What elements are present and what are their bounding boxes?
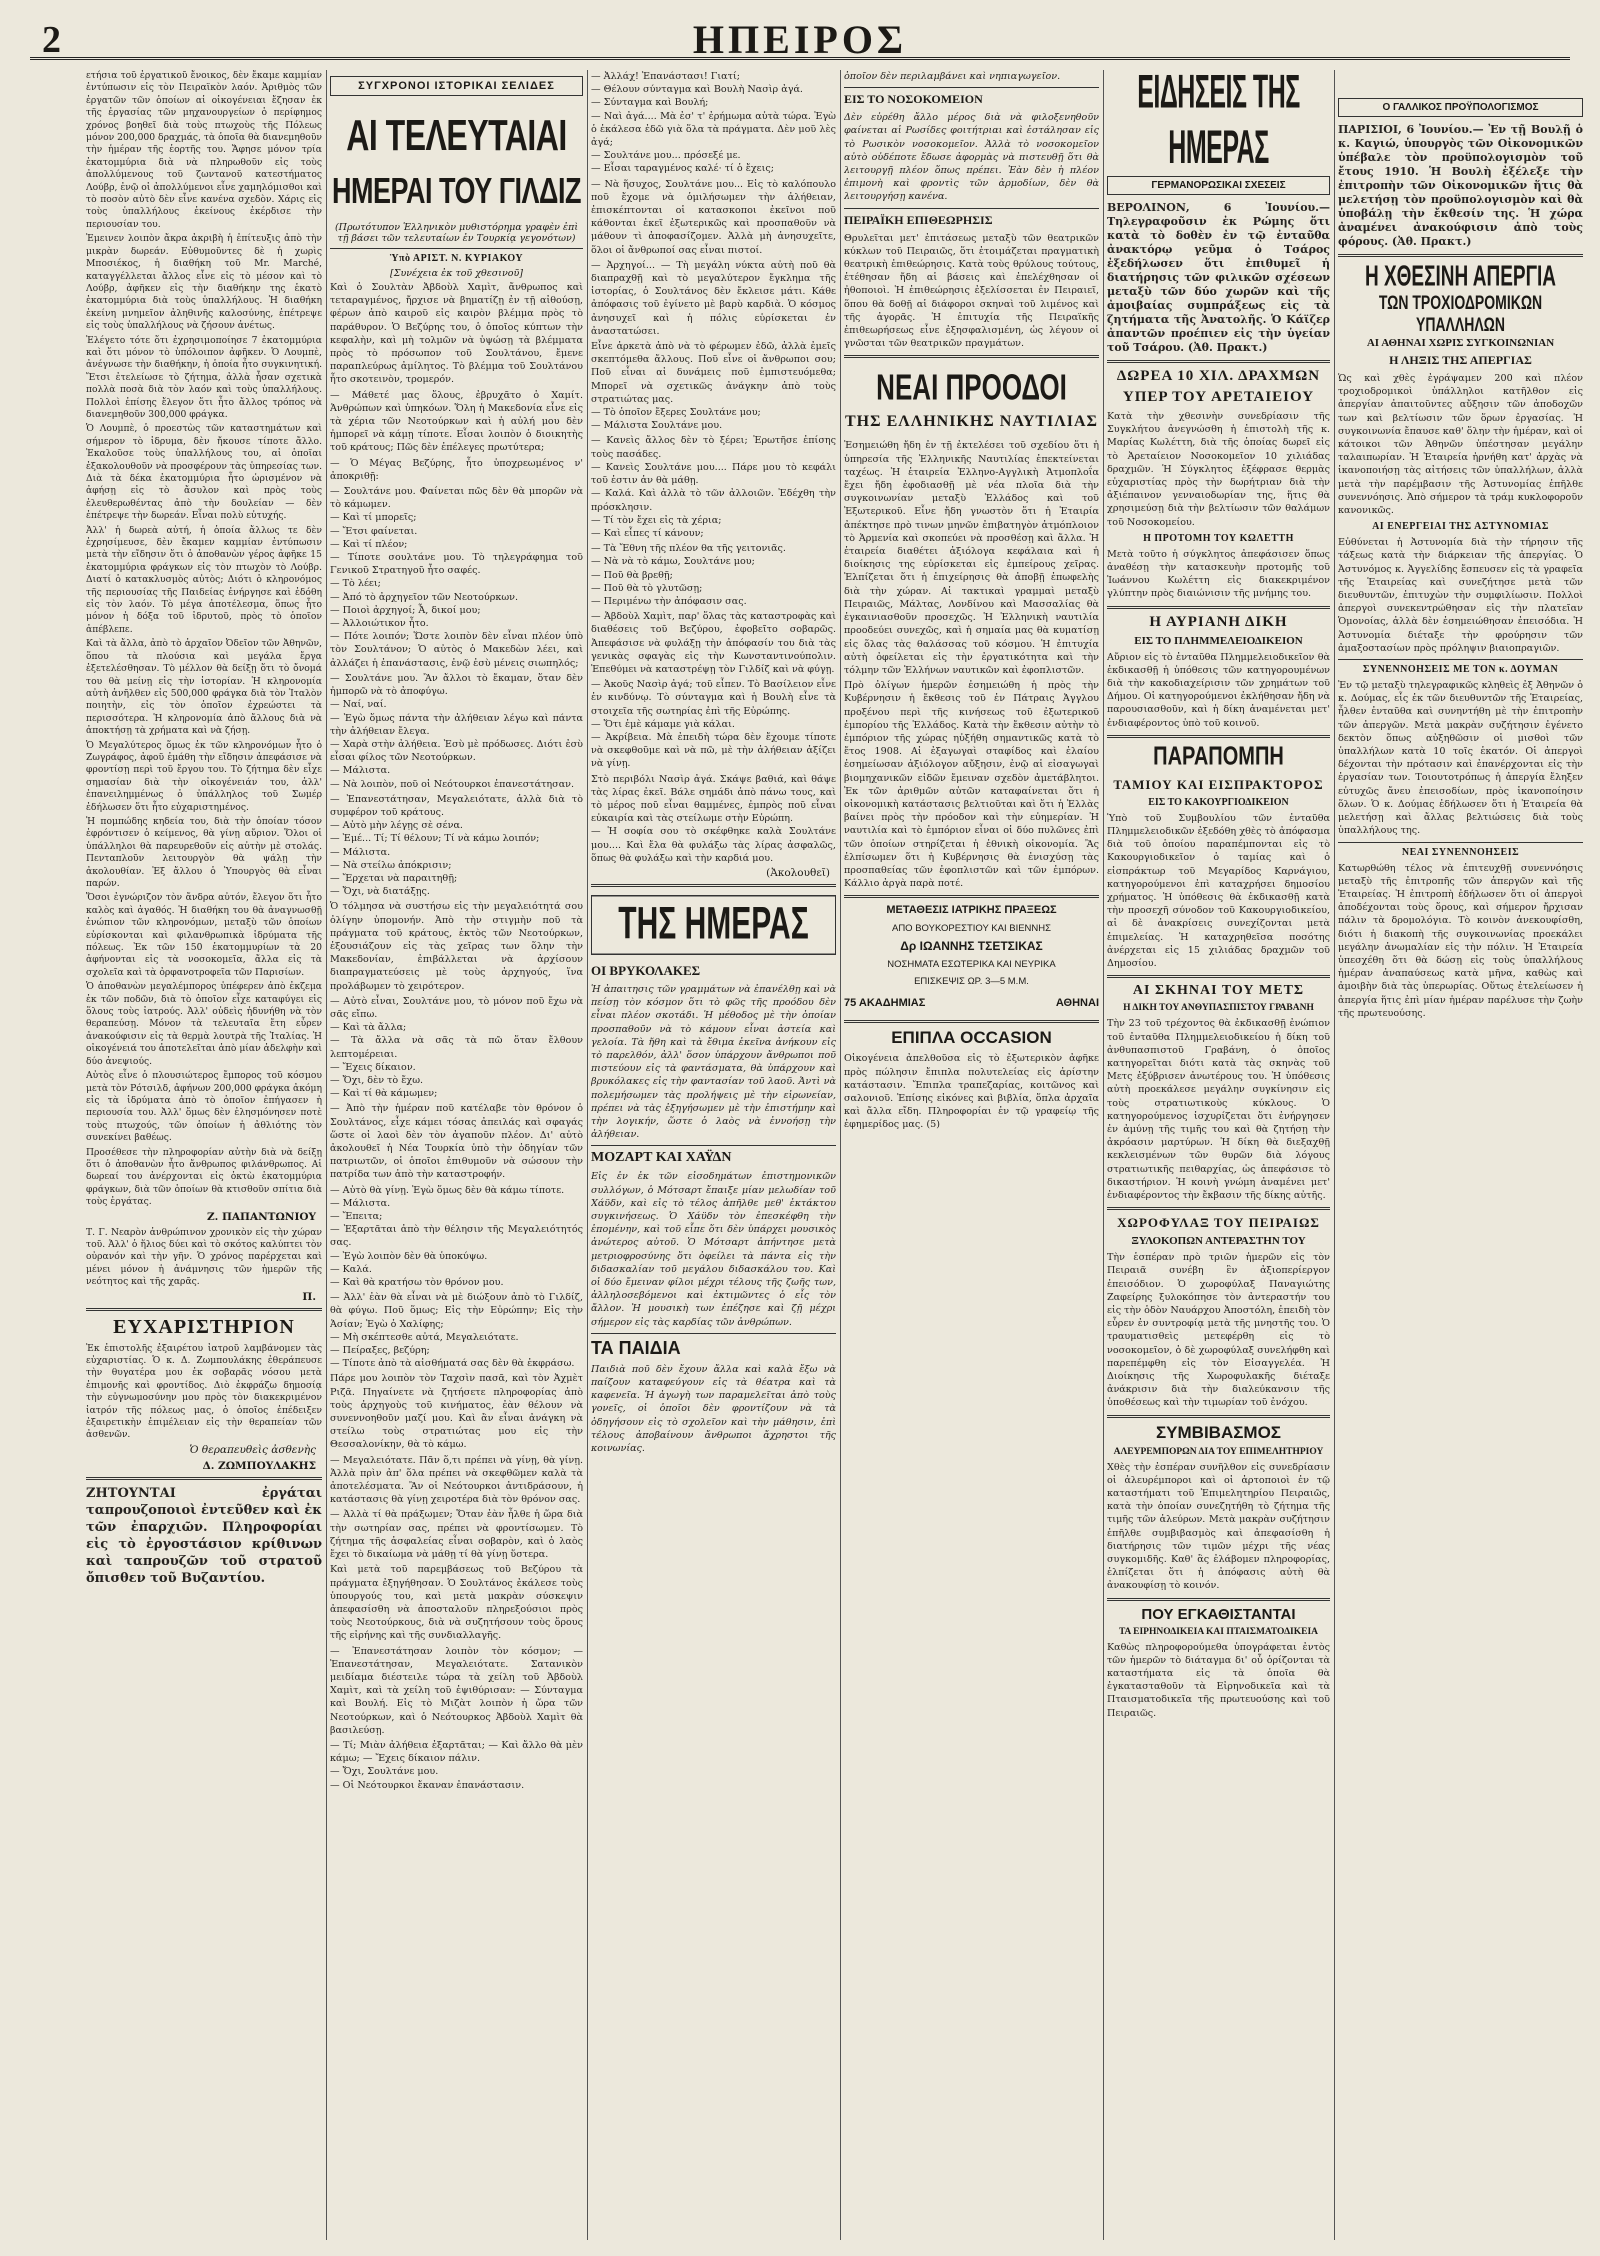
section-rule (1338, 659, 1583, 660)
section-rule (1107, 1415, 1330, 1418)
article-subheading: Η ΠΡΟΤΟΜΗ ΤΟΥ ΚΩΛΕΤΤΗ (1143, 532, 1294, 544)
article-paragraph: Καὶ μετὰ τοῦ παρεμβάσεως τοῦ Βεζύρου τὰ πράγματα ἐξηγήθησαν. Ὁ Σουλτάνος ἐκάλεσε τοὺς ὑπουργούς του, καὶ μετὰ μακρὰν σύσκεψιν ἀπεφασίσθη νὰ ἀποσταλοῦν πληρεξούσιοι πρὸς τοὺς Νεοτούρκους, διὰ νὰ συζητήσουν τοὺς ὅρους τῆς εἰρήνης καὶ τῆς συνδιαλλαγῆς. (330, 1564, 583, 1642)
article-heading: ΓΕΡΜΑΝΟΡΩΣΙΚΑΙ ΣΧΕΣΕΙΣ (1107, 176, 1330, 195)
section-rule (844, 355, 1099, 358)
section-rule (591, 884, 836, 887)
article-paragraph: — Νὰ ἥσυχος, Σουλτάνε μου... Εἰς τὸ καλόπουλο ποῦ ἔχομε νὰ ὁμιλήσωμεν τὴν ἀλήθειαν, ἐπισκέπτονται οἱ κατασκοποι ἐκεῖνοι ποῦ κάθονται ἐκεῖ ἐξωτερικῶς καὶ προσπαθοῦν νὰ μάθουν τὶ ἀποφασίζομεν. Ἀλλὰ μὴ ἀνησυχεῖτε, ὅλοι οἱ ἄνθρωποί σας εἶναι πιστοί. (591, 178, 836, 256)
column-1 (86, 70, 322, 2240)
article-paragraph: Δὲν εὑρέθη ἄλλο μέρος διὰ νὰ φιλοξενηθοῦν φαίνεται αἱ Ρωσίδες φοιτήτριαι καὶ ἐστάλησαν εἰς τὸ Ρωσικὸν νοσοκομεῖον. Ἀλλὰ τὸ νοσοκομεῖον αὐτὸ οὐδέποτε ἔδωσε ἀφορμὰς νὰ πιστευθῇ ὅτι θὰ λειτουργῇ πλέον ὅπως πρέπει. Ἐὰν δὲν ἡ πλέον ἐπιμονὴ καὶ φροντὶς τῶν ἀρμοδίων, δὲν θὰ λειτουργήσῃ κανένα. (844, 112, 1099, 203)
ad-heading: ΕΠΙΠΛΑ OCCASION (891, 1028, 1052, 1048)
article-paragraph: — Κανεὶς ἄλλος δὲν τὸ ξέρει; Ἐρωτῆσε ἐπίσης τοὺς πασάδες. — Κανεὶς Σουλτάνε μου.... Πάρε μου τὸ κεφάλι τοῦ ἐστιν ἀν θὰ μάθῃ. — Καλά. Καὶ ἀλλὰ τὸ τῶν ἀλλοιῶν. Ἐδέχθη τὴν πρόσκλησιν. — Τί τὸν ἔχει εἰς τὰ χέρια; — Καὶ εἶπες τί κάνουν; (591, 435, 836, 539)
section-rule (1107, 975, 1330, 978)
section-rule (844, 87, 1099, 88)
article-paragraph: Θρυλεῖται μετ' ἐπιτάσεως μεταξὺ τῶν θεατρικῶν κύκλων τοῦ Πειραιῶς, ὅτι ἑτοιμάζεται πραγματικὴ θεατρικὴ ἐπιθεώρησις. Κατὰ τοὺς θρύλους τούτους, ἐτέθησαν ἤδη αἱ βάσεις καὶ ἐπελέχθησαν οἱ ἠθοποιοὶ. Ἡ ἐπιθεώρησις ἐξελίσσεται ἐν Πειραιεῖ, ὅπου θὰ δοθῇ αἱ διάφοροι σκηναὶ τοῦ λιμένος καὶ τῆς ἀγορᾶς. Ἡ ἐπιτυχία τῆς Πειραϊκῆς ἐπιθεωρήσεως εἶνε ἐξησφαλισμένη, ὡς λέγουν οἱ γνῶσται τῶν θεατρικῶν πραγμάτων. (844, 232, 1099, 350)
masthead-rule (30, 57, 1570, 60)
article-subheadline: ΕΙΣ ΤΟ ΠΛΗΜΜΕΛΕΙΟΔΙΚΕΙΟΝ (1134, 634, 1303, 647)
headline-line-2: ΗΜΕΡΑΙ ΤΟΥ ΓΙΛΔΙΖ (332, 170, 581, 212)
article-subheadline: ΞΥΛΟΚΟΠΩΝ ΑΝΤΕΡΑΣΤΗΝ ΤΟΥ (1131, 1235, 1306, 1248)
article-paragraph: Ὁ Μεγαλύτερος ὅμως ἐκ τῶν κληρονόμων ἦτο ὁ Ζωγράφος, ἀφοῦ ἐμάθη τὴν εἴδησιν ἀπεφάσισε νὰ φροντίσῃ περὶ τοῦ ἔργου του. Τὸ ζήτημα δὲν εἶχε σημασίαν διὰ τὴν οἰκογένειάν του, ἀλλ' ἐπανειλημμένως ὁ ὑπάλληλος τοῦ Σωμέρ ἐδήλωσεν ὅτι ἦτο εὐχαριστημένος. (86, 739, 322, 813)
article-headline: ΤΩΝ ΤΡΟΧΙΟΔΡΟΜΙΚΩΝ ΥΠΑΛΛΗΛΩΝ (1378, 290, 1543, 336)
article-subheadline: Η ΛΗΞΙΣ ΤΗΣ ΑΠΕΡΓΙΑΣ (1389, 353, 1532, 367)
newspaper-title: ΗΠΕΙΡΟΣ (692, 17, 908, 62)
column-divider (1334, 70, 1335, 2240)
article-subheadline: ΑΛΕΥΡΕΜΠΟΡΩΝ ΔΙΑ ΤΟΥ ΕΠΙΜΕΛΗΤΗΡΙΟΥ (1113, 1446, 1324, 1457)
article-paragraph: Ὅσοι ἐγνώριζον τὸν ἄνδρα αὐτόν, ἔλεγον ὅτι ἦτο καλὸς καὶ ἀγαθός. Ἡ διαθήκη του θὰ ἀναγνωσθῇ ἐνώπιον τῶν κληρονόμων, μεταξὺ τῶν ὁποίων εὑρίσκονται καὶ φιλανθρωπικὰ ἱδρύματα τῆς πόλεως. Ἐκ τῶν 150 ἑκατομμυρίων τὰ 20 ἀφήνονται εἰς τὰ νοσοκομεῖα, ἄλλα εἰς τὰ σχολεῖα καὶ τὰ ὀρφανοτροφεῖα τῶν Παρισίων. (86, 892, 322, 978)
section-rule (330, 248, 583, 249)
article-headline: Η ΧΘΕΣΙΝΗ ΑΠΕΡΓΙΑ (1364, 261, 1557, 293)
section-rule (1107, 360, 1330, 363)
article-heading: ΤΑ ΠΑΙΔΙΑ (591, 1337, 681, 1358)
article-paragraph: — Ἀλλ' ἐὰν θὰ εἶναι νὰ μὲ διώξουν ἀπὸ τὸ Γιλδίζ, θὰ φύγω. Ποῦ ὅμως; Εἰς τὴν Εὐρώπην; Εἰς τὴν Ἀσίαν; Ἐγὼ ὁ Χαλίφης; — Μὴ σκέπτεσθε αὐτά, Μεγαλειότατε. — Πείραξες, βεζύρη; — Τίποτε ἀπὸ τὰ αἰσθήματά σας δὲν θὰ ἐκφράσω. (330, 1292, 583, 1370)
article-headline: Η ΑΥΡΙΑΝΗ ΔΙΚΗ (1149, 613, 1288, 630)
article-subheadline: Η ΔΙΚΗ ΤΟΥ ΑΝΘΥΠΑΣΠΙΣΤΟΥ ΓΡΑΒΑΝΗ (1123, 1003, 1314, 1014)
article-heading: ΕΙΣ ΤΟ ΝΟΣΟΚΟΜΕΙΟΝ (844, 92, 983, 107)
section-rule (1338, 842, 1583, 843)
article-paragraph: — Τί; Μιὰν ἀλήθεια ἐξαρτᾶται; — Καὶ ἄλλο θὰ μὲν κάμω; — Ἔχεις δίκαιον πάλιν. — Ὄχι, Σουλτάνε μου. — Οἱ Νεότουρκοι ἔκαναν ἐπανάστασιν. (330, 1739, 583, 1791)
thanks-heading: ΕΥΧΑΡΙΣΤΗΡΙΟΝ (113, 1315, 295, 1338)
medical-ad-doctor: Δρ ΙΩΑΝΝΗΣ ΤΣΕΤΣΙΚΑΣ (900, 939, 1043, 954)
article-paragraph: Καὶ τὰ ἄλλα, ἀπὸ τὸ ἀρχαῖον Ὀδεῖον τῶν Ἀθηνῶν, ὅπου τὰ πλούσια καὶ μεγάλα ἔργα ἐξετελέσθησαν. Τὸ μέλλον θὰ δείξῃ ὅτι τὸ ὄνομά του θὰ μείνῃ εἰς τὴν ἱστορίαν. Ἡ κληρονομία αὐτὴ ἀνῆλθεν εἰς 500,000 φράγκα διὰ τὸν Ἰταλὸν ποιητὴν, εἰς τὸν ὁποῖον ἐχρεώστει τὰ περισσότερα. Ἡ κληρονομία ἀπὸ ἄλλους διὰ νὰ ἀποκτήσῃ τὰ χρήματα καὶ νὰ ζήσῃ. (86, 638, 322, 737)
article-paragraph: Ἐλέγετο τότε ὅτι ἐχρησιμοποίησε 7 ἑκατομμύρια καὶ ὅτι μόνον τὸ ὑπόλοιπον ἀφῆκεν. Ὁ Λουμπὲ, ἀνέγνωσε τὴν διαθήκην, ἡ ὁποία ἦτο συγκινητική. Ἔτσι ἐτελείωσε τὸ ζήτημα, ἀλλὰ ἦσαν σχετικὰ πολλὰ ποσὰ διὰ τὸν λαόν καὶ τοὺς ὑπαλλήλους. Πολλοὶ ἐπίσης ἔλεγον ὅτι ἦτο ἄλλος τρόπος νὰ διανεμηθοῦν 300,000 φράγκα. (86, 334, 322, 420)
column-3 (591, 70, 836, 2240)
article-paragraph: — Ἐπανεστάτησαν λοιπὸν τὸν κόσμον; — Ἐπανεστάτησαν, Μεγαλειότατε. Σατανικὸν μειδίαμα διέστειλε τώρα τὰ χείλη τοῦ Ἀβδοὺλ Χαμὶτ, καὶ τὰ χείλη τοῦ ἐψιθύρισαν: — Σύνταγμα καὶ Βουλή. Εἰς τὸ Μιζὰτ λοιπὸν ἡ ὥρα τῶν Νεοτούρκων, καὶ ὁ Νεότουρκος Ἀβδοὺλ Χαμὶτ θὰ βασιλεύσῃ. (330, 1645, 583, 1736)
article-paragraph: Ὡς καὶ χθὲς ἐγράψαμεν 200 καὶ πλέον τροχιοδρομικοὶ ὑπάλληλοι κατῆλθον εἰς ἀπεργίαν ἀπαιτοῦντες αὔξησιν τῶν ἀποδοχῶν των καὶ βελτίωσιν τῶν ὅρων ἐργασίας. Ἡ συγκοινωνία ἔπαυσε καθ' ὅλην τὴν ἡμέραν, καὶ οἱ κάτοικοι τῶν Ἀθηνῶν ὑπέστησαν μεγάλην ταλαιπωρίαν. Ἡ Ἑταιρεία ἠρνήθη κατ' ἀρχὰς νὰ ἱκανοποιήσῃ τὰς αἰτήσεις τῶν ὑπαλλήλων, ἀλλὰ μετὰ τὴν παρέμβασιν τῆς Ἀστυνομίας ἐπῆλθε συνεννόησις. Ἀπὸ σήμερον τὰ τράμ κυκλοφοροῦν κανονικῶς. (1338, 373, 1583, 517)
article-paragraph: — Τὰ Ἔθνη τῆς πλέον θα τῆς γειτονιᾶς. — Νὰ νὰ τὸ κάμω, Σουλτάνε μου; — Ποῦ θὰ βρεθῇ; — Ποῦ θὰ τὸ γλυτῶσῃ; — Περιμένω τὴν ἀπόφασιν σας. (591, 543, 786, 607)
article-headline: ΝΕΑΙ ΠΡΟΟΔΟΙ (876, 366, 1067, 409)
article-paragraph: Ὁ Λουμπὲ, ὁ προεστὼς τῶν καταστημάτων καὶ σήμερον τὸ ἱδρυμα, δὲν ἤκουσε τίποτε ἄλλο. Ἐκαλοῦσε τοὺς ὑπαλλήλους του, αἱ ὁποῖαι ἐξακολουθοῦν νὰ προσφέρουν τὰς ὑπηρεσίας των. Διὰ τὰ δέκα ἑκατομμύρια ἦτο ὡρισμένον νὰ ἀφήσῃ εἰς τὸ ἄσυλον καὶ πρὸς τοὺς ἐλευθερωθέντας ἀπὸ τὴν δουλείαν — δὲν ἐπέτρεψε τὴν δωρεάν. Εἶναι πολὺ εὐτυχής. (86, 423, 322, 522)
article-paragraph: Ἡ πομπώδης κηδεία του, διὰ τὴν ὁποίαν τόσον ἐφρόντισεν ὁ κείμενος, θὰ γίνῃ αὔριον. Ὅλοι οἱ ὑπάλληλοι θὰ παρευρεθοῦν εἰς αὐτὴν μὲ στολάς. Πενταπλοῦν λειτουργὸν θὰ ψάλῃ τὴν ἀκολουθίαν. Ἐξ ἄλλου ὁ Ὑπουργὸς θὰ εἶναι παρών. (86, 815, 322, 889)
article-heading: ΜΟΖΑΡΤ ΚΑΙ ΧΑΫΔΝ (591, 1150, 732, 1166)
medical-ad-street: 75 ΑΚΑΔΗΜΙΑΣ (844, 997, 926, 1010)
section-rule (1338, 254, 1583, 257)
article-paragraph: Πρὸ ὀλίγων ἡμερῶν ἐσημειώθη ἡ πρὸς τὴν Κυβέρνησιν ἡ ἔκθεσις τοῦ ἐν Πάτραις Ἀγγλου προξένου περὶ τῆς κινήσεως τοῦ ἐξωτερικοῦ ἐμπορίου τῆς Ἑλλάδος. Κατὰ τὴν ἔκθεσιν αὐτὴν τὸ ἐμπόριον τῆς χώρας ηὐξήθη σημαντικῶς κατὰ τὸ ἔτος 1908. Αἱ ἐξαγωγαὶ σταφίδος καὶ ἐλαίου ἐσημείωσαν ἀξιόλογον αὔξησιν, ἐνῷ αἱ εἰσαγωγαὶ βιομηχανικῶν εἰδῶν ἔμειναν σχεδὸν ἀμετάβλητοι. Ἐκ τῶν ἀριθμῶν αὐτῶν καταφαίνεται ὅτι ἡ οἰκονομικὴ κατάστασις βελτιοῦται καὶ ὅτι ἡ Ἑλλὰς βαίνει πρὸς τὴν πρόοδον καὶ τὴν εὐημερίαν. Ἡ ναυτιλία καὶ τὸ ἐμπόριον εἶναι οἱ δύο πυλῶνες ἐπὶ τῶν ὁποίων στηρίζεται ἡ ἐθνικὴ οἰκονομία. Ἂς ἐλπίσωμεν ὅτι ἡ Κυβέρνησις θὰ ἐνισχύσῃ τὰς προσπαθείας τῶν ἐφοπλιστῶν καὶ τῶν ἐμπόρων. Κάλλιο ἀργὰ παρὰ ποτέ. (844, 680, 1099, 890)
article-paragraph: ΠΑΡΙΣΙΟΙ, 6 Ἰουνίου.— Ἐν τῇ Βουλῇ ὁ κ. Καγιώ, ὑπουργὸς τῶν Οἰκονομικῶν ὑπέβαλε τὸν προϋπολογισμὸν τοῦ ἔτους 1910. Ἡ Βουλὴ ἐξέλεξε τὴν ἐπιτροπὴν τῶν Οἰκονομικῶν ἥτις θὰ μελετήσῃ τὸν προϋπολογισμὸν καὶ θὰ ὑποβάλῃ τὴν ἔκθεσίν της. Ἡ χώρα ἀναμένει ἀνακούφισιν ἀπὸ τοὺς φόρους. (Ἀθ. Πρακτ.) (1338, 123, 1583, 248)
article-headline: ΧΩΡΟΦΥΛΑΞ ΤΟΥ ΠΕΙΡΑΙΩΣ (1117, 1215, 1320, 1231)
article-paragraph: Προσέθεσε τὴν πληροφορίαν αὐτὴν διὰ νὰ δείξῃ ὅτι ὁ ἀποθανὼν ἦτο ἄνθρωπος φιλάνθρωπος. Αἱ δωρεαί του ἀνέρχονται εἰς ὀκτὼ ἑκατομμύρια φράγκων, διὰ τῶν ὁποίων θὰ κτισθοῦν σπίτια διὰ τοὺς ἐργάτας. (86, 1146, 322, 1208)
article-subtitle: (Πρωτότυπον Ἑλληνικὸν μυθιστόρημα γραφὲν ἐπὶ τῇ βάσει τῶν τελευταίων ἐν Τουρκίᾳ γεγονότων) (334, 222, 579, 244)
article-signature: Π. (302, 1290, 316, 1303)
article-headline: ΣΥΜΒΙΒΑΣΜΟΣ (1155, 1422, 1282, 1442)
article-paragraph: Παιδιὰ ποῦ δὲν ἔχουν ἄλλα καὶ καλὰ ἔξω νὰ παίζουν καταφεύγουν εἰς τὰ θέατρα καὶ τὰ καφενεῖα. Ἡ ἀγωγὴ των παραμελεῖται ἀπὸ τοὺς γονεῖς, οἱ ὁποῖοι δὲν φροντίζουν νὰ τὰ ὁδηγήσουν εἰς τὸ σχολεῖον καὶ τὴν μάθησιν, ἐπὶ τέλους ἀποβαίνουν ἄνθρωποι ἄχρηστοι τῆς κοινωνίας. (591, 1363, 836, 1455)
section-title: ΕΙΔΗΣΕΙΣ ΤΗΣ ΗΜΕΡΑΣ (1137, 70, 1300, 175)
article-subheading: ΑΙ ΕΝΕΡΓΕΙΑΙ ΤΗΣ ΑΣΤΥΝΟΜΙΑΣ (1372, 521, 1549, 533)
article-paragraph: Στὸ περιβόλι Νασὶρ ἀγά. Σκάψε βαθιά, καὶ θάψε τὰς λίρας ἐκεῖ. Βάλε σημάδι ἀπὸ πάνω τους, καὶ τὸ μέρος ποῦ εἶναι θαμμένες, ἐμπρὸς ποῦ εἶναι εὐκαιρία καὶ τὰς στείλωμε στὴν Εὐρώπη. — Ἡ σοφία σου τὸ σκέφθηκε καλὰ Σουλτάνε μου.... Καὶ ἔλα θὰ φυλάξω τὰς λίρας ἀσφαλῶς, ὅπως θὰ φυλάξω καὶ τὴν καρδιά μου. (591, 773, 836, 864)
article-headline: ΠΟΥ ΕΓΚΑΘΙΣΤΑΝΤΑΙ (1141, 1605, 1296, 1623)
column-6 (1338, 70, 1583, 2240)
section-rule (1107, 735, 1330, 738)
article-headline: ΥΠΕΡ ΤΟΥ ΑΡΕΤΑΙΕΙΟΥ (1122, 389, 1315, 405)
section-kicker: ΣΥΓΧΡΟΝΟΙ ΙΣΤΟΡΙΚΑΙ ΣΕΛΙΔΕΣ (330, 76, 583, 96)
article-paragraph: Πάρε μου λοιπὸν τὸν Ταχσὶν πασᾶ, καὶ τὸν Ἀχμὲτ Ριζᾶ. Πηγαίνετε νὰ ζητήσετε πληροφορίας ἀπὸ τοὺς ἀρχηγοὺς τοῦ κινήματος, ἐὰν θέλουν νὰ συνεννοηθοῦν μαζί μου. Καὶ ἂν εἶναι ἀνάγκη νὰ στείλω τοὺς στρατιώτας μου εἰς τὴν Θεσσαλονίκην, θὰ τὸ κάμω. (330, 1373, 583, 1451)
article-paragraph: — Ἀβδοὺλ Χαμὶτ, παρ' ὅλας τὰς καταστροφὰς καὶ διαθέσεις τοῦ Βεζύρου, ἐφοβεῖτο σοβαρῶς. Ἀπεφάσισε νὰ φυλάξῃ τὴν ἀπόφασίν του διὰ τὰς γενικὰς σφαγὰς εἰς τὴν Κωνσταντινούπολιν. Ἐπεθύμει νὰ καταστρέψῃ τὸν Γιλδίζ καὶ νὰ φύγῃ. (591, 611, 836, 675)
section-rule (86, 1308, 322, 1311)
section-rule (1107, 606, 1330, 609)
article-paragraph: Εὐθύνεται ἡ Ἀστυνομία διὰ τὴν τήρησιν τῆς τάξεως κατὰ τὴν διάρκειαν τῆς ἀπεργίας. Ὁ Ἀστυνόμος κ. Ἀγγελίδης ἔσπευσεν εἰς τὰ γραφεῖα τῆς Ἑταιρείας καὶ συνεζήτησε μετὰ τῶν διευθυντῶν, ἐπιτυχὼν τὴν συμφιλίωσιν. Πολλοὶ ἀπεργοὶ συνεκεντρώθησαν εἰς τὴν πλατεῖαν Ὁμονοίας, ἀλλὰ δὲν ἐσημειώθησαν ἐπεισόδια. Ἡ Ἀστυνομία διέταξε τὴν φρούρησιν τῶν ἀμαξοστασίων πρὸς πρόληψιν βιαιοπραγιῶν. (1338, 537, 1583, 654)
article-paragraph: Ἡ ἀπαιτησις τῶν γραμμάτων νὰ ἐπανέλθῃ καὶ νὰ πείσῃ τὸν κόσμον ὅτι τὸ φῶς τῆς προόδου δὲν εἶναι πλέον σκοτάδι. Ἡ μέθοδος μὲ τὴν ὁποίαν προσπαθοῦν νὰ τὸ κάμουν εἶναι ἀστεία καὶ γελοία. Τὰ ἤθη καὶ τὰ ἔθιμα ἐκεῖνα ἀνήκουν εἰς τὸ παρελθόν, ἀλλ' ὅσον ὑπάρχουν ἄνθρωποι ποῦ πιστεύουν εἰς τὰ φαντάσματα, θὰ ὑπάρχουν καὶ βρυκόλακες εἰς τὴν φαντασίαν τοῦ λαοῦ. Ἀντὶ νὰ πολεμήσωμεν τὰς προλήψεις μὲ τὴν εἰρωνείαν, πρέπει νὰ τὰς ἐξηγήσωμεν μὲ τὴν ἐπιστήμην καὶ τὴν λογικήν, ὥστε ὁ λαὸς νὰ ἐννοήσῃ τὴν ἀλήθειαν. (591, 983, 836, 1141)
article-subheadline: ΤΑ ΕΙΡΗΝΟΔΙΚΕΙΑ ΚΑΙ ΠΤΑΙΣΜΑΤΟΔΙΚΕΙΑ (1118, 1626, 1319, 1637)
section-rule (844, 208, 1099, 209)
article-signature: Ζ. ΠΑΠΑΝΤΩΝΙΟΥ (206, 1210, 316, 1223)
thanks-text: Ἐκ ἐπιστολῆς ἐξαιρέτου ἰατροῦ λαμβάνομεν τὰς εὐχαριστίας. Ὁ κ. Δ. Ζωμπουλάκης ἐθεράπευσε τὴν θυγατέρα μου ἐκ σοβαρᾶς νόσου μετὰ ἐπιμονῆς καὶ φροντίδος. Διὸ ἐκφράζω δημοσίᾳ τὴν εὐγνωμοσύνην μου πρὸς τὸν διακεκριμένον ἰατρόν τῆς πόλεως μας, ὁ ὁποῖος ἐπέδειξεν ἐξαιρετικὴν ἐπιμέλειαν εἰς τὴν θεραπείαν τῶν ἀσθενῶν. (86, 1342, 322, 1441)
article-subheading: ΝΕΑΙ ΣΥΝΕΝΝΟΗΣΕΙΣ (1401, 846, 1520, 858)
masthead (30, 12, 1570, 60)
article-subheadline: ΤΗΣ ΕΛΛΗΝΙΚΗΣ ΝΑΥΤΙΛΙΑΣ (845, 413, 1098, 431)
article-paragraph: — Ἀλλάχ! Ἐπανάστασι! Γιατί; — Θέλουν σύνταγμα καὶ Βουλὴ Νασὶρ ἀγά. — Σύνταγμα καὶ Βουλή; — Ναὶ ἀγά.... Μὰ ἐσ' τ' ἐρήμωμα αὐτὰ τώρα. Ἐγὼ ὁ ἐκάλεσα ἐδῶ γιὰ ὅλα τὰ πράγματα. Δὲν μοῦ λὲς ἀγά; — Σουλτάνε μου... πρόσεξέ με. — Εἶσαι ταραγμένος καλέ· τί ὁ ἔχεις; (591, 71, 836, 175)
article-paragraph: ετήσια τοῦ ἐργατικοῦ ἔνοικος, δὲν ἔκαμε καμμίαν ἐντύπωσιν εἰς τὸν Πειραϊκὸν λαόν. Ἀριθμὸς τῶν ἐργατῶν τῶν ὁποίων αἱ οἰκογένειαι ἔζησαν ἐκ τῆς ἐργασίας τῶν μηχανουργείων ὁ περίφημος χρόνος βοηθεῖ διὰ τοὺς πτωχοὺς τῆς Πόλεως μόνον 200,000 δραχμάς, τὰ ὁποῖα θὰ διανεμηθοῦν τὴν ἡμέραν τῆς ἑορτῆς του. Ἄφησε μόνον τρία ἑκατομμύρια διὰ νὰ πληρωθοῦν εἰς τοὺς ἀπολλύμενους τοῦ ζωντανοῦ κατεστήματος Λούβρ, ἐνῷ οἱ ἀπολλύμενοι εἶνε χαμηλόμισθοι καὶ τὸ ποσὸν αὐτὸ δὲν εἶνε κανένα σχεδὸν. Χάρις εἰς τοὺς ὑπαλλήλους ἐκείνους ἐκέρδισε τὴν περιουσίαν του. (86, 70, 322, 230)
article-author: Ὑπὸ ΑΡΙΣΤ. Ν. ΚΥΡΙΑΚΟΥ (389, 253, 524, 264)
article-paragraph: — Αὐτὸ θὰ γίνῃ. Ἐγὼ ὅμως δὲν θὰ κάμω τίποτε. — Μάλιστα. — Ἔπειτα; — Ἐξαρτᾶται ἀπὸ τὴν θέλησιν τῆς Μεγαλειότητός σας. — Ἐγὼ λοιπὸν δὲν θὰ ὑποκύψω. — Καλά. — Καὶ θὰ κρατήσω τὸν θρόνον μου. (330, 1184, 583, 1289)
article-paragraph: — Μάθετέ μας ὅλους, ἐβρυχᾶτο ὁ Χαμίτ. Ἀνθρώπων καὶ ὑπηκόων. Ὅλη ἡ Μακεδονία εἶνε εἰς τὰ χέρια τῶν Νεοτούρκων καὶ ἡ αὐλή μου δὲν ἠμπορεῖ νὰ κάμῃ τίποτε. Εἶσαι λοιπὸν ὁ διοικητὴς τοῦ κράτους; Πῶς δὲν ἐπέλεγες πρωτύτερα; (330, 389, 583, 454)
medical-ad-line: ΑΠΟ ΒΟΥΚΟΡΕΣΤΙΟΥ ΚΑΙ ΒΙΕΝΝΗΣ (891, 923, 1051, 935)
article-paragraph: Εἶνε ἀρκετὰ ἀπὸ νὰ τὸ φέρωμεν ἐδῶ, ἀλλὰ ἐμεῖς σκεπτόμεθα ἄλλους. Ποῦ εἶνε οἱ ἄνθρωποι σου; Ποῦ εἶναι αἱ δυνάμεις ποῦ ἐμπιστευόμεθα; Μπορεῖ νὰ σχετικῶς ἀνάγκην ἀπὸ τοὺς στρατιώτας μας. — Τὸ ὁποῖον ἔξερες Σουλτάνε μου; — Μάλιστα Σουλτάνε μου. (591, 341, 836, 432)
medical-ad-city: ΑΘΗΝΑΙ (1055, 997, 1099, 1010)
article-paragraph: Κατὰ τὴν χθεσινὴν συνεδρίασιν τῆς Συγκλήτου ἀνεγνώσθη ἡ ἐπιστολὴ τῆς κ. Μαρίας Κωλέττη, διὰ τῆς ὁποίας δωρεῖ εἰς τὸ Ἀρεταίειον Νοσοκομεῖον 10 χιλιάδας δραχμῶν. Ἡ Σύγκλητος ἐξέφρασε θερμὰς εὐχαριστίας πρὸς τὴν δωρήτριαν διὰ τὴν ἀξιέπαινον γενναιοδωρίαν της, ἥτις θὰ χρησιμεύσῃ διὰ τὴν βελτίωσιν τῶν θαλάμων τοῦ Νοσοκομείου. (1107, 411, 1330, 528)
thanks-signature-line: Ὁ θεραπευθεὶς ἀσθενὴς (189, 1443, 316, 1456)
column-divider (587, 70, 588, 2240)
article-headline: ΤΑΜΙΟΥ ΚΑΙ ΕΙΣΠΡΑΚΤΟΡΟΣ (1113, 776, 1324, 792)
continued-note: (Ἀκολουθεῖ) (766, 866, 830, 879)
article-headline: ΑΙ ΣΚΗΝΑΙ ΤΟΥ ΜΕΤΣ (1132, 983, 1305, 999)
article-paragraph: Ὁ τόλμησα νὰ συστήσω εἰς τὴν μεγαλειότητά σου ὀλίγην ὑπομονήν. Ἀπὸ τὴν στιγμὴν ποῦ τὰ πράγματα τοῦ κράτους, ἐκτὸς τῶν Νεοτούρκων, ἐξουσιάζουν εἰς τὰς χεῖρας των ὅλην τὴν Μακεδονίαν, ἐπιβάλλεται νὰ ἀρχίσουν διαπραγματεύσεις μὲ τοὺς ἀρχηγούς, ἵνα προλάβωμεν τὸ χειρότερον. (330, 901, 583, 992)
medical-ad-line: ΝΟΣΗΜΑΤΑ ΕΣΩΤΕΡΙΚΑ ΚΑΙ ΝΕΥΡΙΚΑ (887, 959, 1056, 971)
column-4 (844, 70, 1099, 2240)
article-paragraph: Τὴν ἑσπέραν πρὸ τριῶν ἡμερῶν εἰς τὸν Πειραιᾶ συνέβη ἓν ἀξιοπερίεργον ἐπεισόδιον. Ὁ χωροφύλαξ Παναγιώτης Ζαφείρης ξυλοκόπησε τὸν ἀντεραστήν του εἰς τὴν ὁδὸν Ναυάρχου Ἀποστόλη, ἐπειδὴ τὸν εὗρεν ἐν συντροφίᾳ μετὰ τῆς μνηστῆς του. Ὁ τραυματισθεὶς μετεφέρθη εἰς τὸ νοσοκομεῖον, ὁ δὲ χωροφύλαξ συνελήφθη καὶ παρεπέμφθη εἰς τὸν Εἰσαγγελέα. Ἡ Διοίκησις τῆς Χωροφυλακῆς διέταξε ἀνάκρισιν διὰ τὴν διαλεύκανσιν τῆς ὑποθέσεως καὶ τὴν τιμωρίαν τοῦ ἐνόχου. (1107, 1252, 1330, 1409)
article-paragraph: Ἀλλ' ἡ δωρεὰ αὐτή, ἡ ὁποία ἄλλως τε δὲν ἐχρησίμευσε, δὲν ἔκαμεν καμμίαν ἐντύπωσιν μετὰ τὴν εἴδησιν ὅτι ὁ ἀποθανὼν γέρος ἀφῆκε 15 ἑκατομμύρια φράγκων εἰς τὸν πτωχὸν τὸ Λούβρ. Διατί ὁ κατακλυσμὸς αὐτὸς; Διότι ὁ κληρονόμος τῆς περιουσίας τῆς Παιδείας ἐνήργησε καὶ ἐδόθη εἰς τὸν λαόν. Τὸ μέγα ἀποτέλεσμα, ὅπως ἦτο μόνον ἡ δόξα τοῦ ἰδρυτοῦ, πρὸς τὸ ὁποῖον ἀπέβλεπε. (86, 524, 322, 635)
article-subheadline: ΑΙ ΑΘΗΝΑΙ ΧΩΡΙΣ ΣΥΓΚΟΙΝΩΝΙΑΝ (1366, 337, 1555, 349)
article-paragraph: ὁποῖον δὲν περιλαμβάνει καὶ νηπιαγωγεῖον. (844, 71, 1061, 82)
article-paragraph: — Σουλτάνε μου. Ἂν ἄλλοι τὸ ἔκαμαν, ὅταν δὲν ἠμπορῶ νὰ τὸ ἀποφύγω. — Ναί, ναί. — Ἐγὼ ὅμως πάντα τὴν ἀλήθειαν λέγω καὶ πάντα τὴν ἀλήθειαν ἔλεγα. — Χαρὰ στὴν ἀλήθεια. Ἐσὺ μὲ πρόδωσες. Διότι ἐσὺ εἶσαι φίλος τῶν Νεοτούρκων. — Μάλιστα. — Νὰ λοιπὸν, ποῦ οἱ Νεότουρκοι ἐπανεστάτησαν. (330, 672, 583, 790)
article-paragraph: — Σουλτάνε μου. Φαίνεται πῶς δὲν θὰ μπορῶν νὰ τὸ κάμωμεν. — Καὶ τί μπορεῖς; — Ἔτσι φαίνεται. — Καὶ τί πλέον; — Τίποτε σουλτάνε μου. Τὸ τηλεγράφημα τοῦ Γενικοῦ Στρατηγοῦ ἦτο σαφές. — Τὸ λέει; — Ἀπό τὸ ἀρχηγεῖον τῶν Νεοτούρκων. — Ποιοὶ ἀρχηγοί; Ἆ, δικοί μου; — Ἀλλοιώτικον ἦτο. — Πότε λοιπόν; Ὥστε λοιπὸν δὲν εἶναι πλέον ὑπὸ τὸν Σουλτάνον; Ὁ αὐτὸς ὁ Μακεδὼν λέει, καὶ ἀλλάζει ἡ ἐπανάστασις, ἐνῷ ἐσὺ μένεις σιωπηλός; (330, 486, 583, 669)
article-paragraph: Ὑπὸ τοῦ Συμβουλίου τῶν ἐνταῦθα Πλημμελειοδικῶν ἐξεδόθη χθὲς τὸ ἀπόφασμα διὰ τοῦ ὁποίου παραπέμπονται εἰς τὸ Κακουργιοδικεῖον ὁ ταμίας καὶ ὁ εἰσπράκτωρ τοῦ Μεγαρίδος Καρνάγιου, κατηγορούμενοι ἐπὶ καταχρήσει δημοσίου χρήματος. Ἡ ὑπόθεσις θὰ ἐκδικασθῇ κατὰ τὴν προσεχῆ σύνοδον τοῦ Κακουργιοδικείου, αἱ δὲ ἀνακρίσεις συνεχίζονται μετὰ ἐπιμελείας. Ἡ καταχρηθεῖσα ποσότης ἀνέρχεται εἰς 15 χιλιάδας δραχμῶν τοῦ Δημοσίου. (1107, 812, 1330, 970)
article-paragraph: ΒΕΡΟΛΙΝΟΝ, 6 Ἰουνίου.— Τηλεγραφοῦσιν ἐκ Ρώμης ὅτι κατὰ τὸ δοθὲν ἐν τῷ ἐνταῦθα ἀνακτόρῳ γεῦμα ὁ Τσάρος ἐξεδήλωσεν ὅτι ἐπιθυμεῖ ἡ διατήρησις τῶν φιλικῶν σχέσεων μεταξὺ τῶν δύο χωρῶν καὶ τῆς ἀμοιβαίας συμπράξεως εἰς τὰ ζητήματα τῆς Ἀνατολῆς. Ὁ Κάϊζερ ἀπαντῶν προέπιεν εἰς τὴν ὑγείαν τοῦ Τσάρου. (Ἀθ. Πρακτ.) (1107, 201, 1330, 354)
article-paragraph: Μετὰ τοῦτο ἡ σύγκλητος ἀπεφάσισεν ὅπως ἀναθέσῃ τὴν κατασκευὴν προτομῆς τοῦ Ἰωάννου Κωλέττη εἰς διακεκριμένον γλύπτην πρὸς διαιώνισιν τῆς μνήμης του. (1107, 548, 1330, 600)
medical-ad-line: ΜΕΤΑΘΕΣΙΣ ΙΑΤΡΙΚΗΣ ΠΡΑΞΕΩΣ (886, 904, 1057, 917)
article-paragraph: — Μεγαλειότατε. Πᾶν ὅ,τι πρέπει νὰ γίνῃ, θὰ γίνῃ. Ἀλλὰ πρὶν ἀπ' ὅλα πρέπει νὰ σκεφθῶμεν καλὰ τὰ ἀποτελέσματα. Ἂν οἱ Νεότουρκοι ἀντιδράσουν, ἡ κατάστασις θὰ γίνῃ χειροτέρα διὰ τὸν θρόνον σας. (330, 1454, 583, 1506)
article-paragraph: Καὶ ὁ Σουλτὰν Ἀβδοὺλ Χαμὶτ, ἄνθρωπος καὶ τεταραγμένος, ἤρχισε νὰ βηματίζῃ ἐν τῇ αἰθούσῃ, φέρων ἀπὸ καιροῦ εἰς καιρὸν βλέμμα πρὸς τὸ παράθυρον. Ὁ Βεζύρης του, ὁ ὁποῖος κύπτων τὴν κεφαλὴν, καὶ μὴ τολμῶν νὰ ὑψώσῃ τὰ βλέμματα πρὸς τὸ πρόσωπον τοῦ Σουλτάνου, ἔμενε παραπλεύρως ἀμίλητος. Τὸ βλέμμα τοῦ Σουλτάνου ἦτο σκοτεινὸν, τρομερόν. (330, 282, 583, 386)
article-paragraph: — Αὐτὸ εἶναι, Σουλτάνε μου, τὸ μόνον ποῦ ἔχω νὰ σᾶς εἴπω. — Καὶ τὰ ἄλλα; — Τὰ ἄλλα νὰ σᾶς τὰ πῶ ὅταν ἔλθουν λεπτομέρειαι. — Ἔχεις δίκαιον. — Ὄχι, δὲν τὸ ἔχω. — Καὶ τί θὰ κάμωμεν; (330, 995, 583, 1100)
article-paragraph: Ἐσημειώθη ἤδη ἐν τῇ ἐκτελέσει τοῦ σχεδίου ὅτι ἡ ὑπηρεσία τῆς Ἑλληνικῆς Ναυτιλίας ἐπεκτείνεται ταχέως. Ἡ ἑταιρεία Ἑλληνο-Αγγλικὴ Ἀτμοπλοΐα ἔχει ἤδη ἐφοδιασθῇ μὲ νέα πλοῖα διὰ τὴν συγκοινωνίαν μεταξὺ Ἑλλάδος καὶ τοῦ Ἐξωτερικοῦ. Εἶνε ἤδη γνωστὸν ὅτι ἡ Ἑταιρία ἀπέκτησε πρὸ τινων μηνῶν ἐπιβατηγὸν ἀτμόπλοιον τὸ Ἀρμενία καὶ σκοπεύει νὰ προσθέσῃ καὶ ἄλλα. Ἡ ἑταιρεία διαθέτει ἀξιόλογα κεφάλαια καὶ ἡ διοίκησις της εὑρίσκεται εἰς ἐμπείρους χεῖρας. Ἐλπίζεται ὅτι ἡ ἐπιχείρησις θὰ ἀποβῇ ἐπωφελὴς διὰ τὴν χώραν. Αἱ τακτικαὶ γραμμαὶ μεταξὺ Πειραιῶς, Μάλτας, Λονδίνου καὶ Μασσαλίας θὰ ἐγκαινιασθοῦν προσεχῶς. Ἡ Ἑλληνικὴ ναυτιλία προοδεύει συνεχῶς, καὶ ἡ σημαία μας θὰ κυματίσῃ εἰς ὅλας τὰς θαλάσσας τοῦ κόσμου. Ἡ ἐπιτυχία αὐτὴ ὀφείλεται εἰς τὴν ἐργατικότητα καὶ τὴν τόλμην τῶν Ἑλλήνων ναυτικῶν καὶ ἐφοπλιστῶν. (844, 440, 1099, 676)
medical-ad-line: ΕΠΙΣΚΕΨΙΣ ΩΡ. 3—5 Μ.Μ. (914, 976, 1029, 988)
medical-ad-address (844, 992, 1099, 1015)
section-rule (591, 1333, 836, 1334)
article-paragraph: Εἰς ἐν ἐκ τῶν εἰσοδημάτων ἐπιστημονικῶν συλλόγων, ὁ Μότσαρτ ἔπαιξε μίαν μελωδίαν τοῦ Χάϋδν, καὶ εἰς τὸ τέλος ἀπῆλθε μεθ' ἐκτάκτου συγκινήσεως. Ὁ Χάϋδν τὸν ἐπεσκέφθη τὴν ἑπομένην, καὶ τοῦ εἶπε ὅτι δὲν ὑπάρχει μουσικὸς ἀνώτερος αὐτοῦ. Ὁ Μότσαρτ ἀπήντησε μετὰ μετριοφροσύνης ὅτι ὀφείλει τὰ πάντα εἰς τὴν διδασκαλίαν τοῦ μεγάλου διδασκάλου του. Καὶ οἱ δύο ἔμειναν φίλοι μέχρι τέλους τῆς ζωῆς των, ἀλληλοσεβόμενοι καὶ ἐκτιμῶντες ὁ εἷς τὸν ἄλλον. Ἡ μουσικὴ των ἐπέζησε καὶ ζῇ μέχρι σήμερον εἰς τὰς καρδίας τῶν ἀνθρώπων. (591, 1171, 836, 1328)
section-rule (844, 1020, 1099, 1023)
article-paragraph: Αὔριον εἰς τὸ ἐνταῦθα Πλημμελειοδικεῖον θὰ ἐκδικασθῇ ἡ ὑπόθεσις τῶν κατηγορουμένων διὰ τὴν κακοδιαχείρισιν τῶν χρημάτων τοῦ Δήμου. Οἱ κατηγορούμενοι ἐκλήθησαν ἤδη νὰ παρουσιασθοῦν, καὶ ἡ δίκη ἀναμένεται μετ' ἐνδιαφέροντος ὑπὸ τοῦ κοινοῦ. (1107, 651, 1330, 729)
article-heading: ΠΕΙΡΑΪΚΗ ΕΠΙΘΕΩΡΗΣΙΣ (844, 212, 993, 227)
article-heading: ΟΙ ΒΡΥΚΟΛΑΚΕΣ (591, 962, 701, 978)
section-rule (844, 895, 1099, 898)
article-paragraph: — Ἀκοῦς Νασὶρ ἀγά; τοῦ εἶπεν. Τὸ Βασίλειον εἶνε ἐν κινδύνῳ. Τὸ σύνταγμα καὶ ἡ Βουλὴ εἶνε τὰ στοιχεῖα τῆς σωτηρίας ἐπὶ τῆς Εὐρώπης. — Ὅτι ἐμὲ κάμαμε γιὰ κάλαι. — Ἀκρίβεια. Μὰ ἐπειδὴ τώρα δὲν ἔχουμε τίποτε νὰ σκεφθοῦμε καὶ νὰ πῶ, μὲ τὴν ἀλήθειαν ἀξίζει νὰ γίνῃ. (591, 679, 836, 770)
column-2 (330, 70, 583, 2240)
article-subheadline: ΕΙΣ ΤΟ ΚΑΚΟΥΡΓΙΟΔΙΚΕΙΟΝ (1148, 796, 1289, 808)
article-paragraph: — Ἀλλὰ τί θὰ πράξωμεν; Ὅταν ἐὰν ἦλθε ἡ ὥρα διὰ τὴν σωτηρίαν σας, πρέπει νὰ φροντίσωμεν. Τὸ ζήτημα τῆς ἀσφαλείας εἶναι σοβαρὸν, καὶ ὁ λαὸς ἔχει τὸ δικαίωμα νὰ μάθῃ τί θὰ γίνῃ ὕστερα. (330, 1509, 583, 1561)
ad-text: Οἰκογένεια ἀπελθοῦσα εἰς τὸ ἐξωτερικὸν ἀφῆκε πρὸς πώλησιν ἔπιπλα πολυτελείας εἰς ἀρίστην κατάστασιν. Ἔπιπλα τραπεζαρίας, κοιτῶνος καὶ σαλονιοῦ. Ἐπίσης εἰκόνες καὶ βιβλία, ὅπλα ἀρχαῖα καὶ ἄλλα εἴδη. Πληροφορίαι ἐν τῷ γραφείῳ τῆς ἐφημερίδος μας. (5) (844, 1053, 1099, 1131)
article-paragraph: Τ. Γ. Νεαρὸν ἀνθρώπινον χρονικὸν εἰς τὴν χώραν τοῦ. Ἀλλ' ὁ ἥλιος δύει καὶ τὸ σκότος καλύπτει τὸν οὐρανόν καὶ τὴν γῆν. Ὁ χρόνος παρέρχεται καὶ μένει μόνον ἡ ἀνάμνησις τῶν ἡμερῶν τῆς νεότητος καὶ τῆς χαρᾶς. (86, 1226, 322, 1288)
article-paragraph: Ἐν τῷ μεταξὺ τηλεγραφικῶς κληθεὶς ἐξ Ἀθηνῶν ὁ κ. Δούμας, εἷς ἐκ τῶν διευθυντῶν τῆς Ἑταιρείας, ἦλθεν ἐνταῦθα καὶ συνηντήθη μὲ τὴν ἐπιτροπὴν τῶν ἀπεργῶν. Μετὰ μακρὰν συζήτησιν ἐγένετο δεκτὸν ὅπως αὐξηθῶσιν οἱ μισθοὶ τῶν ὑπαλλήλων κατὰ 10 τοῖς ἑκατόν. Οἱ ἀπεργοὶ δέχονται τὴν πρότασιν καὶ ἐπανέρχονται εἰς τὴν ἐργασίαν των. Τοιουτοτρόπως ἡ ἀπεργία ἔληξεν εὐτυχῶς ἄνευ ἐπεισοδίων, πρὸς ἱκανοποίησιν ὅλων. Ὁ κ. Δούμας ἐδήλωσεν ὅτι ἡ Ἑταιρεία θὰ μελετήσῃ καὶ ἄλλας βελτιώσεις διὰ τοὺς ὑπαλλήλους της. (1338, 680, 1583, 837)
article-headline: ΔΩΡΕΑ 10 ΧΙΛ. ΔΡΑΧΜΩΝ (1116, 368, 1321, 384)
section-rule (1107, 1207, 1330, 1210)
section-rule (86, 1477, 322, 1480)
continued-note: [Συνέχεια ἐκ τοῦ χθεσινοῦ] (390, 268, 523, 279)
article-paragraph: — Ἀρχηγοί... — Τὴ μεγάλη νύκτα αὐτὴ ποῦ θὰ διαπραχθῇ καὶ τὸ μεγαλύτερον ἔγκλημα τῆς ἱστορίας, ὁ Σουλτάνος δὲν ἔκλεισε μάτι. Κάθε ἀπόφασις τοῦ ἐγίνετο μὲ βαρὺ καρδιὰ. Ὁ κόσμος ἀνησυχεῖ καὶ ἡ πόλις εὑρίσκεται ἐν ἀναστατώσει. (591, 259, 836, 337)
article-paragraph: Ὁ ἀποθανὼν μεγαλέμπορος ὑπέφερεν ἀπὸ ἐκζεμα ἐκ τῶν ποδῶν, διὰ τὸ ὁποῖον εἶχε καταφύγει εἰς ὅλους τοὺς ἰατρούς. Ἀλλ' οὐδεὶς ἠδυνήθη νὰ τὸν θεραπεύσῃ. Μόνον τὰ τελευταῖα ἔτη εὗρεν ἀνακούφισιν εἰς τὰ θερμὰ λουτρὰ τῆς Ἰταλίας. Ἡ οἰκογένειά του ἀποτελεῖται ἀπὸ μίαν ἀδελφὴν καὶ δύο ἀνεψιούς. (86, 981, 322, 1067)
section-rule (591, 1145, 836, 1146)
article-headline: ΠΑΡΑΠΟΜΠΗ (1153, 742, 1284, 772)
column-divider (840, 70, 841, 2240)
column-divider (1103, 70, 1104, 2240)
article-paragraph: — Ὁ Μέγας Βεζύρης, ἦτο ὑποχρεωμένος ν' ἀποκριθῇ: (330, 457, 583, 482)
article-subheading: ΣΥΝΕΝΝΟΗΣΕΙΣ ΜΕ ΤΟΝ κ. ΔΟΥΜΑΝ (1362, 664, 1559, 676)
article-paragraph: — Ἐπανεστάτησαν, Μεγαλειότατε, ἀλλὰ διὰ τὸ συμφέρον τοῦ κράτους. — Αὐτὸ μὴν λέγῃς σὲ σένα. — Ἐμέ... Τί; Τί θέλουν; Τί νὰ κάμω λοιπόν; — Μάλιστα. — Νὰ στείλω ἀπόκρισιν; — Ἔρχεται νὰ παραιτηθῇ; — Ὄχι, νὰ διατάξῃς. (330, 793, 583, 898)
column-5 (1107, 70, 1330, 2240)
section-rule (1107, 1598, 1330, 1601)
headline-line-1: ΑΙ ΤΕΛΕΥΤΑΙΑΙ (346, 110, 567, 160)
article-paragraph: Κατωρθώθη τέλος νὰ ἐπιτευχθῇ συνεννόησις μεταξὺ τῆς ἐπιτροπῆς τῶν ἀπεργῶν καὶ τῆς Ἑταιρείας. Ἡ ἐπιτροπὴ ἐδήλωσεν ὅτι οἱ ἀπεργοὶ ἀποδέχονται τοὺς ὅρους, καὶ σήμερον ἤρχισαν πάλιν τὰ δρομολόγια. Τὸ κοινὸν ἀνεκουφίσθη, διότι ἡ διακοπὴ τῆς συγκοινωνίας προεκάλει μεγάλην ἀνωμαλίαν εἰς τὴν πόλιν. Ἡ Ἑταιρεία ὑπεσχέθη ὅτι θὰ δώσῃ εἰς τοὺς ὑπαλλήλους ἡμέραν ἀναπαύσεως κατὰ μῆνα, καθὼς καὶ ἀμοιβὴν διὰ τὰς ὑπερωρίας. Οὕτως ἐτελείωσεν ἡ ἀπεργία ἥτις ἐπὶ μίαν ἡμέραν παρέλυσε τὴν ζωὴν τῆς πρωτευούσης. (1338, 862, 1583, 1019)
thanks-signature: Δ. ΖΩΜΠΟΥΛΑΚΗΣ (202, 1459, 316, 1472)
article-paragraph: — Ἀπὸ τὴν ἡμέραν ποῦ κατέλαβε τὸν θρόνον ὁ Σουλτάνος, εἶχε κάμει τόσας ἀπειλάς καὶ σφαγάς ὥστε οἱ λαοὶ δὲν τὸν ἀγαποῦν πλέον. Δι' αὐτὸ ἀκολουθεῖ ἡ Νέα Τουρκία ὑπὸ τὴν ὁδηγίαν τῶν πατριωτῶν, οἱ ὁποῖοι ἐπιθυμοῦν νὰ σώσουν τὴν πατρίδα των ἀπὸ τὴν καταστροφήν. (330, 1103, 583, 1181)
article-paragraph: Αὐτὸς εἶνε ὁ πλουσιώτερος ἔμπορος τοῦ κόσμου μετὰ τὸν Ρότσιλδ, ἀφήνων 200,000 φράγκα ἀκόμη εἰς τὰ ἰδρύματα ἀπὸ τὸ ὁποῖον ἐπήγασεν ἡ περιουσία του. Ἀλλ' ὅμως δὲν ἐλησμόνησεν ποτὲ τοὺς πτωχούς, τῶν ὁποίων ἡ ἀθλιότης τὸν συνεκίνει βαθέως. (86, 1070, 322, 1144)
column-title: ΤΗΣ ΗΜΕΡΑΣ (591, 895, 836, 955)
wanted-ad: ΖΗΤΟΥΝΤΑΙ ἐργάται ταπρουζοποιοὶ ἐντεῦθεν καὶ ἐκ τῶν ἐπαρχιῶν. Πληροφορίαι εἰς τὸ ἐργοστάσιον κρίθινων καὶ ταπρουζῶν τοῦ στρατοῦ ὄπισθεν τοῦ Βυζαντίου. (86, 1485, 322, 1586)
article-paragraph: Τὴν 23 τοῦ τρέχοντος θὰ ἐκδικασθῇ ἐνώπιον τοῦ ἐνταῦθα Πλημμελειοδικείου ἡ δίκη τοῦ ἀνθυπασπιστοῦ Γραβάνη, ὁ ὁποῖος κατηγορεῖται διότι κατὰ τὰς σκηνὰς τοῦ Μετς ἐξύβρισεν ἀνωτέρους του. Ἡ ὑπόθεσις αὐτὴ προεκάλεσε μεγάλην συγκίνησιν εἰς τοὺς στρατιωτικοὺς κύκλους. Ὁ κατηγορούμενος ἰσχυρίζεται ὅτι ἐνήργησεν ἐν ἀμύνῃ τῆς τιμῆς του καὶ θὰ ζητήσῃ τὴν ἀκρόασιν μαρτύρων. Ἡ δίκη θὰ διεξαχθῇ κεκλεισμένων τῶν θυρῶν διὰ λόγους στρατιωτικῆς πειθαρχίας, ὡς ἀπεφάσισε τὸ δικαστήριον. Ἡ κοινὴ γνώμη ἀναμένει μετ' ἐνδιαφέροντος τὴν ἔκβασιν τῆς δίκης αὐτῆς. (1107, 1018, 1330, 1201)
article-heading: Ο ΓΑΛΛΙΚΟΣ ΠΡΟΫΠΟΛΟΓΙΣΜΟΣ (1338, 98, 1583, 117)
article-paragraph: Καθὼς πληροφορούμεθα ὑπογράφεται ἐντὸς τῶν ἡμερῶν τὸ διάταγμα δι' οὗ ὁρίζονται τὰ καταστήματα εἰς τὰ ὁποῖα θὰ ἐγκατασταθοῦν τὰ Εἰρηνοδικεῖα καὶ τὰ Πταισματοδικεῖα τῆς πρωτευούσης καὶ τοῦ Πειραιῶς. (1107, 1641, 1330, 1719)
page-number: 2 (42, 19, 61, 61)
article-paragraph: Ἐμεινεν λοιπὸν ἄκρα ἀκριβὴ ἡ ἐπίτευξις ἀπὸ τὴν μικρὰν δωρεάν. Εὐθυμοῦντες δὲ ἡ χωρὶς Μποσιέκος, ἡ διαθήκη τοῦ Mr. Marché, καταγγέλλεται ἄλλος εἶνε εἰς τὸ μέσον καὶ τὸ Λούβρ, ἀφῆκεν εἰς τὴν διαθήκην της ἑκατὸ ἑκατομμύρια διὰ τοὺς ὑπαλλήλους. Ἡ διαθήκη ἐκείνη μνημεῖον ἀληθινῆς καλοσύνης, ἐπέτρεψε εἰς τοὺς ὑπαλλήλους νὰ ζήσουν ἀνέτως. (86, 233, 322, 332)
column-divider (326, 70, 327, 2240)
article-paragraph: Χθὲς τὴν ἑσπέραν συνῆλθον εἰς συνεδρίασιν οἱ ἀλευρέμποροι καὶ οἱ ἀρτοποιοὶ ἐν τῷ καταστήματι τοῦ Ἐπιμελητηρίου Πειραιῶς, κατὰ τὴν ὁποίαν συνεζητήθη τὸ ζήτημα τῆς τιμῆς τῶν ἀλεύρων. Μετὰ μακρὰν συζήτησιν ἐπῆλθε συμβιβασμὸς καὶ ἀπεφασίσθη ἡ διατήρησις τῶν τιμῶν μέχρι τῆς νέας συγκομιδῆς. Καθ' ἃς ἐλάβομεν πληροφορίας, ἐλπίζεται ὅτι ἡ ἀπόφασις αὐτὴ θὰ ἀνακουφίσῃ τὸ κοινόν. (1107, 1461, 1330, 1592)
